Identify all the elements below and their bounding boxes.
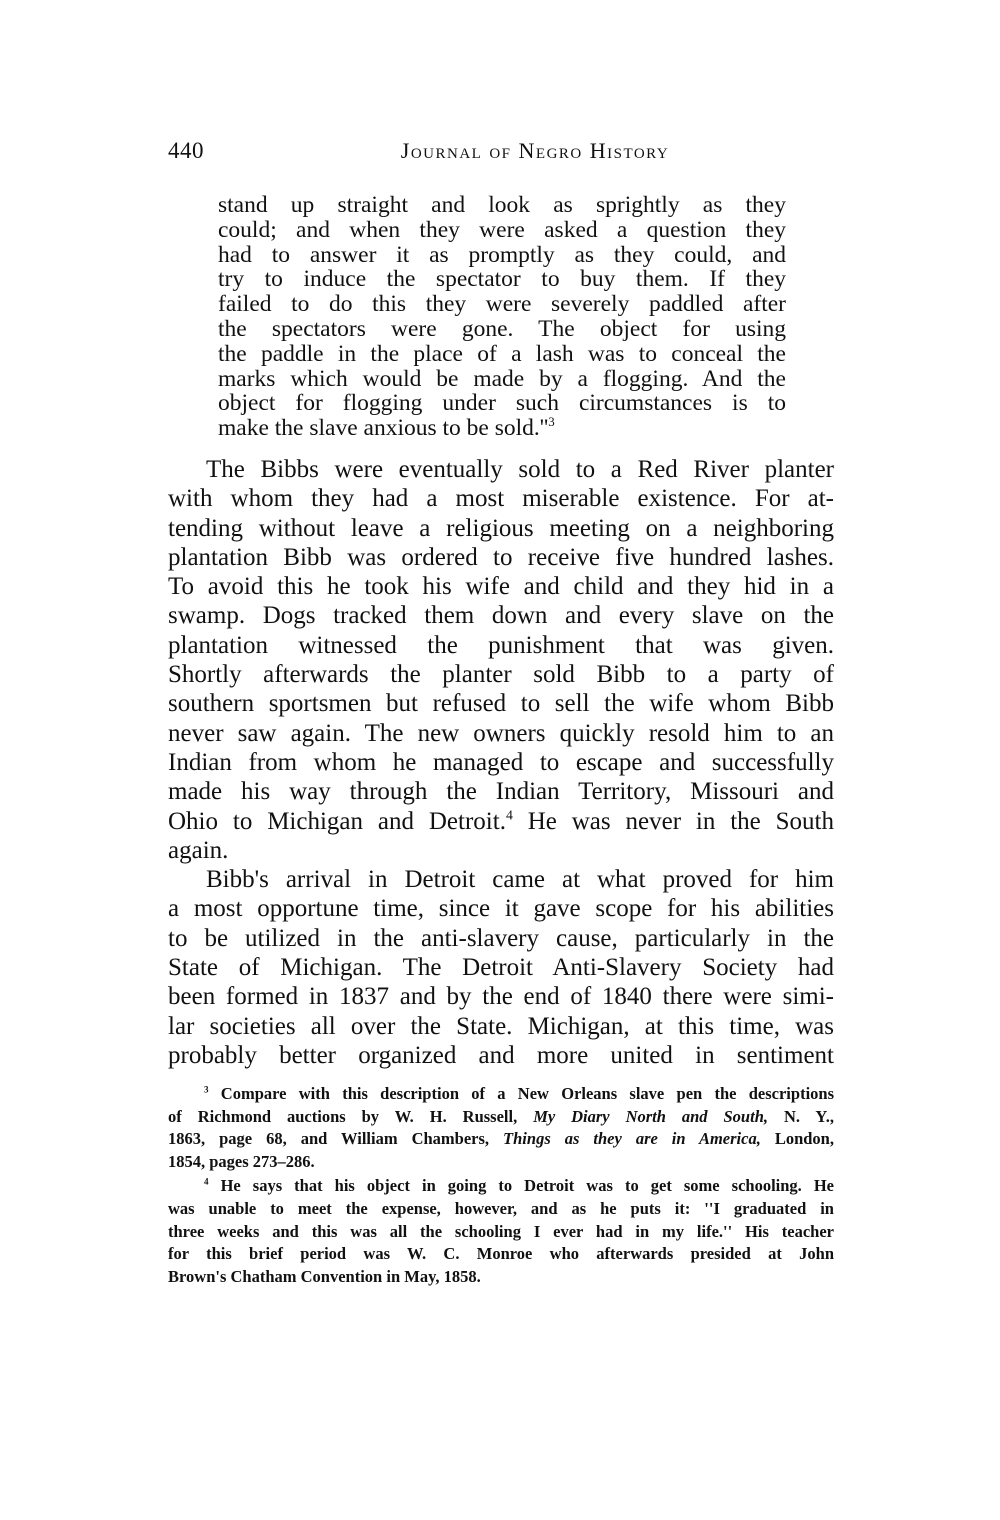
footnote-line: Brown's Chatham Convention in May, 1858.	[168, 1266, 481, 1286]
body-line: swamp. Dogs tracked them down and every slave on the	[168, 602, 834, 630]
footnote-line	[168, 1128, 834, 1151]
quote-line: object for flogging under such circumstances is to	[218, 390, 786, 417]
footnote-line: three weeks and this was all the schooling I ever had in my life.'' His teacher	[168, 1221, 834, 1241]
quote-line: try to induce the spectator to buy them. If they	[218, 266, 786, 293]
body-line	[168, 807, 834, 836]
body-line: a most opportune time, since it gave scope for his abilities	[168, 895, 834, 923]
footnote-line	[168, 1083, 834, 1106]
footnote-ref-3[interactable]: 3	[548, 414, 555, 430]
body-line: probably better organized and more united in sentiment	[168, 1041, 834, 1069]
paragraph-1	[168, 455, 834, 865]
footnote-4	[168, 1175, 834, 1288]
quote-line: the spectators were gone. The object for using	[218, 315, 786, 342]
body-line: with whom they had a most miserable existence. For at-	[168, 485, 834, 513]
body-line: To avoid this he took his wife and child and they hid in a	[168, 573, 834, 601]
body-line: southern sportsmen but refused to sell the wife whom Bibb	[168, 690, 834, 718]
footnote-line-text: London,	[760, 1129, 834, 1149]
quote-line: failed to do this they were severely paddled after	[218, 291, 786, 318]
body-line: Indian from whom he managed to escape and successfully	[168, 748, 834, 776]
running-head: Journal of Negro History	[400, 138, 670, 163]
footnote-line	[168, 1106, 834, 1129]
body-line-text: He was never in the South	[512, 807, 835, 835]
quote-line: stand up straight and look as sprightly as they	[218, 192, 786, 218]
footnote-3	[168, 1083, 834, 1173]
body-line: been formed in 1837 and by the end of 1840 there were simi-	[168, 983, 834, 1011]
quote-line: the paddle in the place of a lash was to conceal the	[218, 340, 786, 367]
footnote-line: was unable to meet the expense, however, and as he puts it: ''I graduated in	[168, 1198, 834, 1218]
body-line: again.	[168, 836, 229, 864]
footnote-line-text: He says that his object in going to Detroit was to get some schooling. He	[208, 1176, 834, 1196]
footnote-line-text: 1863, page 68, and William Chambers,	[168, 1129, 504, 1149]
quote-line: had to answer it as promptly as they could, and	[218, 241, 786, 268]
footnote-mark-3: 3	[204, 1084, 209, 1095]
body-line: to be utilized in the anti-slavery cause, particularly in the	[168, 924, 834, 952]
body-line: State of Michigan. The Detroit Anti-Slavery Society had	[168, 954, 834, 982]
book-title: My Diary North and South,	[533, 1106, 768, 1126]
paragraph-2	[168, 865, 834, 1070]
quote-line	[218, 416, 786, 441]
footnote-line: 1854, pages 273–286.	[168, 1151, 315, 1171]
page-header	[168, 138, 832, 170]
body-line: never saw again. The new owners quickly resold him to an	[168, 719, 834, 747]
body-line-text: Ohio to Michigan and Detroit.	[168, 807, 506, 835]
footnote-line	[168, 1175, 834, 1198]
body-line: Shortly afterwards the planter sold Bibb to a party of	[168, 661, 834, 689]
quote-line: could; and when they were asked a question they	[218, 216, 786, 243]
page-number: 440	[168, 138, 204, 163]
block-quote	[218, 193, 786, 441]
footnote-line: for this brief period was W. C. Monroe who afterwards presided at John	[168, 1244, 834, 1264]
quote-line-text: make the slave anxious to be sold.''	[218, 415, 549, 442]
body-line: plantation witnessed the punishment that was given.	[168, 631, 834, 659]
footnotes	[168, 1083, 834, 1290]
body-line: Bibb's arrival in Detroit came at what proved for him	[206, 866, 834, 894]
body-line: plantation Bibb was ordered to receive five hundred lashes.	[168, 543, 834, 571]
body-text	[168, 455, 834, 1070]
footnote-line-text: Compare with this description of a New Orleans slave pen the descriptions	[208, 1084, 834, 1103]
footnote-mark-4: 4	[204, 1177, 209, 1188]
footnote-line-text: N. Y.,	[768, 1106, 834, 1126]
body-line: lar societies all over the State. Michigan, at this time, was	[168, 1012, 834, 1040]
body-line: tending without leave a religious meeting on a neighboring	[168, 514, 834, 542]
book-title: Things as they are in America,	[503, 1129, 761, 1149]
body-line: The Bibbs were eventually sold to a Red River planter	[206, 456, 834, 483]
footnote-line-text: of Richmond auctions by W. H. Russell,	[168, 1106, 534, 1126]
footnote-ref-4[interactable]: 4	[505, 806, 513, 822]
body-line: made his way through the Indian Territory, Missouri and	[168, 778, 834, 806]
quote-line: marks which would be made by a flogging. And the	[218, 365, 786, 392]
